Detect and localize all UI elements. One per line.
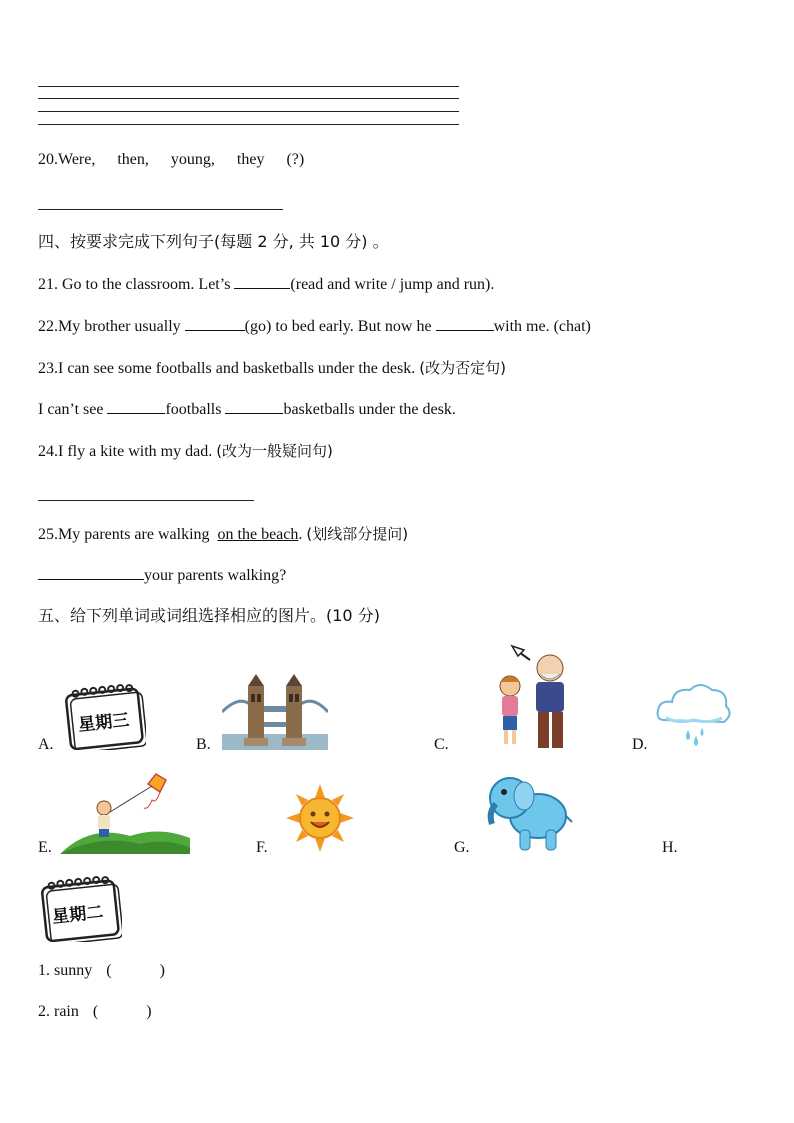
word: (?)	[286, 151, 305, 168]
answer-line-2	[38, 98, 459, 99]
rain-cloud-icon	[654, 678, 732, 750]
question-text: (go) to bed early. But now he	[244, 318, 432, 335]
option-f-label: F.	[256, 839, 268, 856]
option-h-label: H.	[662, 839, 678, 856]
answer-blank[interactable]	[234, 274, 290, 289]
word: they	[236, 151, 265, 168]
answer-line-4	[38, 124, 459, 125]
answer-line-20[interactable]	[38, 209, 283, 210]
option-e-label: E.	[38, 839, 52, 856]
answer-text: basketballs under the desk.	[283, 401, 456, 418]
answer-text: footballs	[165, 401, 222, 418]
question-text: My brother usually	[58, 318, 181, 335]
answer-blank[interactable]	[436, 316, 494, 331]
question-text: Go to the classroom. Let’s	[62, 276, 231, 293]
answer-23	[38, 399, 456, 420]
question-number: 21.	[38, 276, 58, 293]
question-21	[38, 274, 494, 295]
answer-text: your parents walking?	[144, 567, 287, 584]
boy-and-grandpa-image[interactable]	[492, 644, 576, 752]
elephant-image[interactable]	[484, 772, 574, 854]
calendar-text: 星期二	[51, 902, 105, 928]
question-number: 22.	[38, 318, 58, 335]
option-a-label: A.	[38, 736, 54, 753]
section-5-heading: 五、给下列单词或词组选择相应的图片。(10 分)	[38, 606, 380, 625]
answer-paren: (	[106, 962, 112, 979]
tower-bridge-icon	[222, 672, 328, 750]
word: young,	[170, 151, 215, 168]
answer-line-3	[38, 111, 459, 112]
answer-text: I can’t see	[38, 401, 104, 418]
option-b-label: B.	[196, 736, 211, 753]
question-number: 20.	[38, 151, 58, 168]
elephant-icon	[484, 772, 574, 854]
sun-image[interactable]	[286, 784, 354, 852]
question-text: with me. (chat)	[493, 318, 591, 335]
question-text: (read and write / jump and run).	[290, 276, 495, 293]
question-text: .	[298, 526, 303, 543]
word: Were,	[58, 151, 96, 168]
question-number: 25.	[38, 526, 58, 543]
rain-cloud-image[interactable]	[654, 678, 732, 750]
question-22	[38, 316, 591, 337]
instruction-note: (划线部分提问)	[306, 525, 409, 543]
calendar-wednesday-image[interactable]	[60, 682, 146, 750]
item-label: 1. sunny	[38, 962, 93, 979]
boy-and-grandpa-icon	[492, 644, 576, 752]
question-23	[38, 358, 506, 379]
question-text: I fly a kite with my dad.	[58, 443, 213, 460]
answer-blank[interactable]	[38, 565, 144, 580]
sun-icon	[286, 784, 354, 852]
answer-blank[interactable]	[225, 399, 283, 414]
question-number: 24.	[38, 443, 58, 460]
flying-kite-image[interactable]	[60, 770, 190, 854]
question-25	[38, 524, 408, 545]
option-c-label: C.	[434, 736, 449, 753]
answer-line-1	[38, 86, 459, 87]
flying-kite-icon	[60, 770, 190, 854]
answer-paren: )	[146, 1003, 152, 1020]
answer-blank[interactable]	[107, 399, 165, 414]
option-d-label: D.	[632, 736, 648, 753]
section-4-heading: 四、按要求完成下列句子(每题 2 分, 共 10 分) 。	[38, 232, 389, 251]
answer-25	[38, 565, 286, 586]
instruction-note: (改为否定句)	[419, 359, 506, 377]
question-text: My parents are walking	[58, 526, 210, 543]
question-text: I can see some footballs and basketballs under the desk.	[58, 360, 416, 377]
instruction-note: (改为一般疑问句)	[216, 442, 333, 460]
answer-blank[interactable]	[185, 316, 245, 331]
answer-paren: (	[92, 1003, 99, 1020]
answer-paren: )	[159, 962, 165, 979]
tower-bridge-image[interactable]	[222, 672, 328, 750]
question-number: 23.	[38, 360, 58, 377]
item-1-sunny	[38, 961, 165, 981]
option-g-label: G.	[454, 839, 470, 856]
item-2-rain	[38, 1002, 152, 1022]
answer-line-24[interactable]	[38, 500, 254, 501]
question-20	[38, 150, 304, 170]
question-24	[38, 441, 333, 462]
underlined-phrase: on the beach	[217, 526, 299, 543]
calendar-text: 星期三	[77, 710, 131, 736]
item-label: 2. rain	[38, 1003, 79, 1020]
calendar-tuesday-image[interactable]	[36, 874, 122, 942]
word: then,	[117, 151, 149, 168]
